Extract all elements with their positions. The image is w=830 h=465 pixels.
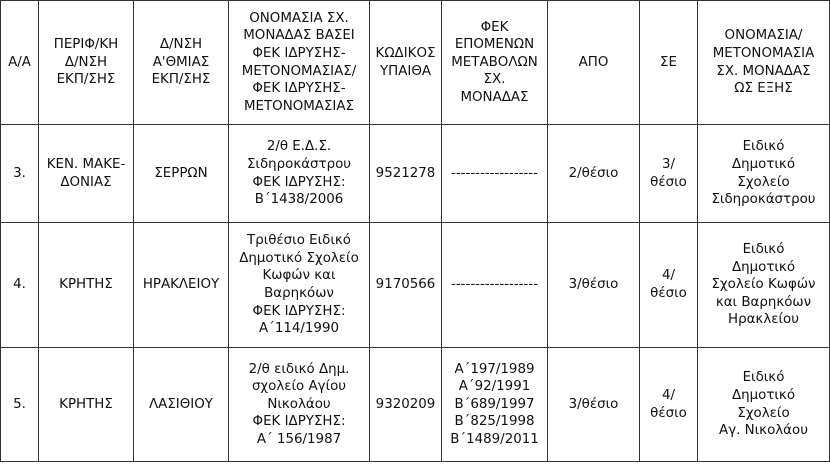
cell-code bbox=[370, 348, 442, 462]
cell-line: Σχολείο bbox=[737, 405, 790, 421]
cell-line: ΜΟΝΑΔΑΣ ΒΑΣΕΙ bbox=[243, 28, 355, 44]
cell-line: 9320209 bbox=[375, 396, 436, 412]
cell-line: ΣΧ. ΜΟΝΑΔΑΣ bbox=[716, 63, 811, 79]
cell-line: Δημοτικό Σχολείο bbox=[239, 250, 359, 266]
cell-line: Β΄825/1998 bbox=[454, 414, 535, 430]
cell-line: ΜΟΝΑΔΑΣ bbox=[460, 89, 529, 105]
cell-line: 3/ bbox=[661, 156, 676, 172]
cell-line: ΕΚΠ/ΣΗΣ bbox=[151, 72, 211, 88]
header-code bbox=[370, 1, 442, 125]
cell-line: 4. bbox=[13, 277, 26, 293]
cell-line: ΦΕΚ ΙΔΡΥΣΗΣ: bbox=[252, 174, 346, 190]
cell-line: ΚΡΗΤΗΣ bbox=[59, 396, 113, 412]
header-aa bbox=[1, 1, 39, 125]
cell-new-name bbox=[698, 223, 830, 348]
cell-line: ΟΝΟΜΑΣΙΑ/ bbox=[724, 28, 803, 44]
cell-line: Δ/ΝΣΗ bbox=[64, 54, 108, 70]
header-row bbox=[1, 1, 830, 125]
cell-line: 4/ bbox=[661, 268, 676, 284]
cell-line: ΛΑΣΙΘΙΟΥ bbox=[149, 396, 213, 412]
cell-line: ΩΣ ΕΞΗΣ bbox=[734, 81, 793, 97]
cell-line: 4/ bbox=[661, 387, 676, 403]
cell-aa bbox=[1, 125, 39, 223]
cell-line: ΑΠΟ bbox=[578, 54, 609, 70]
cell-line: θέσιο bbox=[650, 286, 687, 301]
cell-new-name bbox=[698, 125, 830, 223]
cell-line: 2/θ ειδικό Δημ. bbox=[248, 361, 350, 377]
cell-line: Βαρηκόων bbox=[264, 286, 334, 301]
cell-from bbox=[548, 223, 640, 348]
cell-aa bbox=[1, 223, 39, 348]
cell-line: Α/Α bbox=[8, 54, 31, 70]
cell-line: 3. bbox=[13, 165, 26, 181]
cell-line: Ειδικό bbox=[742, 242, 785, 258]
cell-line: ------------------ bbox=[451, 165, 538, 181]
cell-school-name bbox=[229, 125, 370, 223]
cell-line: Κωφών και bbox=[262, 268, 336, 284]
cell-line: Αγ. Νικολάου bbox=[719, 423, 808, 439]
cell-line: Β΄1438/2006 bbox=[254, 192, 344, 208]
cell-line: ΕΠΟΜΕΝΩΝ bbox=[454, 37, 535, 53]
cell-line: θέσιο bbox=[650, 174, 687, 190]
cell-line: Β΄689/1997 bbox=[454, 396, 535, 412]
cell-line: ΦΕΚ ΙΔΡΥΣΗΣ- bbox=[252, 45, 346, 61]
header-from bbox=[548, 1, 640, 125]
table-row bbox=[1, 223, 830, 348]
header-school-name bbox=[229, 1, 370, 125]
cell-school-name bbox=[229, 348, 370, 462]
cell-fek-changes bbox=[442, 348, 548, 462]
cell-line: ΜΕΤΑΒΟΛΩΝ bbox=[451, 54, 538, 70]
header-periphery bbox=[39, 1, 134, 125]
table-row bbox=[1, 125, 830, 223]
cell-line: Τριθέσιο Ειδικό bbox=[247, 233, 351, 249]
cell-line: και Βαρηκόων bbox=[715, 294, 812, 310]
header-to bbox=[640, 1, 698, 125]
cell-line: ΣΧ. bbox=[483, 72, 506, 88]
cell-line: Δ/ΝΣΗ bbox=[159, 37, 203, 53]
cell-directorate bbox=[134, 223, 229, 348]
cell-directorate bbox=[134, 125, 229, 223]
cell-line: 5. bbox=[13, 396, 26, 412]
cell-line: 3/θέσιο bbox=[568, 277, 619, 293]
cell-line: ΦΕΚ ΙΔΡΥΣΗΣ- bbox=[252, 81, 346, 97]
cell-code bbox=[370, 223, 442, 348]
cell-new-name bbox=[698, 348, 830, 462]
cell-periphery bbox=[39, 348, 134, 462]
cell-line: Σχολείο Κωφών bbox=[711, 277, 816, 293]
cell-line: Σχολείο bbox=[737, 174, 790, 190]
cell-periphery bbox=[39, 125, 134, 223]
cell-line: Α΄ 156/1987 bbox=[256, 431, 342, 447]
cell-line: ΦΕΚ bbox=[480, 19, 509, 35]
header-directorate bbox=[134, 1, 229, 125]
cell-line: Δημοτικό bbox=[731, 387, 796, 403]
cell-line: Α΄197/1989 bbox=[454, 361, 535, 377]
cell-line: Δημοτικό bbox=[731, 156, 796, 172]
header-fek-changes bbox=[442, 1, 548, 125]
cell-line: ΦΕΚ ΙΔΡΥΣΗΣ: bbox=[252, 303, 346, 319]
cell-aa bbox=[1, 348, 39, 462]
cell-fek-changes bbox=[442, 223, 548, 348]
cell-fek-changes bbox=[442, 125, 548, 223]
cell-line: Σιδηροκάστρου bbox=[711, 192, 816, 208]
cell-line: 2/θέσιο bbox=[568, 165, 619, 181]
cell-line: ΚΩΔΙΚΟΣ bbox=[375, 45, 436, 61]
cell-line: θέσιο bbox=[650, 405, 687, 421]
cell-from bbox=[548, 348, 640, 462]
cell-to bbox=[640, 125, 698, 223]
cell-line: ΟΝΟΜΑΣΙΑ ΣΧ. bbox=[249, 10, 349, 26]
cell-line: ΚΕΝ. ΜΑΚΕ- bbox=[46, 156, 126, 172]
cell-line: σχολείο Αγίου bbox=[251, 379, 347, 395]
cell-line: 9521278 bbox=[375, 165, 436, 181]
cell-from bbox=[548, 125, 640, 223]
cell-line: Ηρακλείου bbox=[728, 312, 799, 328]
cell-line: Σιδηροκάστρου bbox=[246, 156, 352, 172]
cell-line: Ειδικό bbox=[742, 370, 785, 386]
table-row bbox=[1, 348, 830, 462]
cell-line: Α'ΘΜΙΑΣ bbox=[152, 54, 210, 70]
cell-line: ------------------ bbox=[451, 277, 538, 293]
cell-line: ΕΚΠ/ΣΗΣ bbox=[56, 72, 116, 88]
cell-line: 9170566 bbox=[375, 277, 436, 293]
cell-line: ΚΡΗΤΗΣ bbox=[59, 277, 113, 293]
cell-directorate bbox=[134, 348, 229, 462]
cell-line: 2/θ Ε.Δ.Σ. bbox=[266, 139, 332, 155]
cell-line: ΣΕΡΡΩΝ bbox=[154, 165, 208, 181]
cell-line: Δημοτικό bbox=[731, 259, 796, 275]
cell-line: Ειδικό bbox=[742, 139, 785, 155]
cell-line: ΥΠΑΙΘΑ bbox=[379, 63, 432, 79]
cell-line: ΦΕΚ ΙΔΡΥΣΗΣ: bbox=[252, 414, 346, 430]
cell-periphery bbox=[39, 223, 134, 348]
cell-line: ΔΟΝΙΑΣ bbox=[60, 174, 112, 190]
cell-to bbox=[640, 348, 698, 462]
cell-line: ΠΕΡΙΦ/ΚΗ bbox=[53, 37, 119, 53]
cell-line: ΜΕΤΟΝΟΜΑΣΙΑ bbox=[712, 45, 815, 61]
cell-line: Α΄92/1991 bbox=[458, 379, 531, 395]
cell-line: Β΄1489/2011 bbox=[450, 431, 539, 447]
header-new-name bbox=[698, 1, 830, 125]
cell-school-name bbox=[229, 223, 370, 348]
cell-line: ΗΡΑΚΛΕΙΟΥ bbox=[142, 277, 220, 293]
cell-line: ΜΕΤΟΝΟΜΑΣΙΑΣ/ bbox=[241, 63, 357, 79]
cell-to bbox=[640, 223, 698, 348]
cell-code bbox=[370, 125, 442, 223]
cell-line: 3/θέσιο bbox=[568, 396, 619, 412]
cell-line: Νικολάου bbox=[267, 396, 331, 412]
cell-line: ΜΕΤΟΝΟΜΑΣΙΑΣ bbox=[243, 98, 355, 114]
cell-line: ΣΕ bbox=[660, 54, 677, 70]
cell-line: Α΄114/1990 bbox=[258, 321, 339, 337]
